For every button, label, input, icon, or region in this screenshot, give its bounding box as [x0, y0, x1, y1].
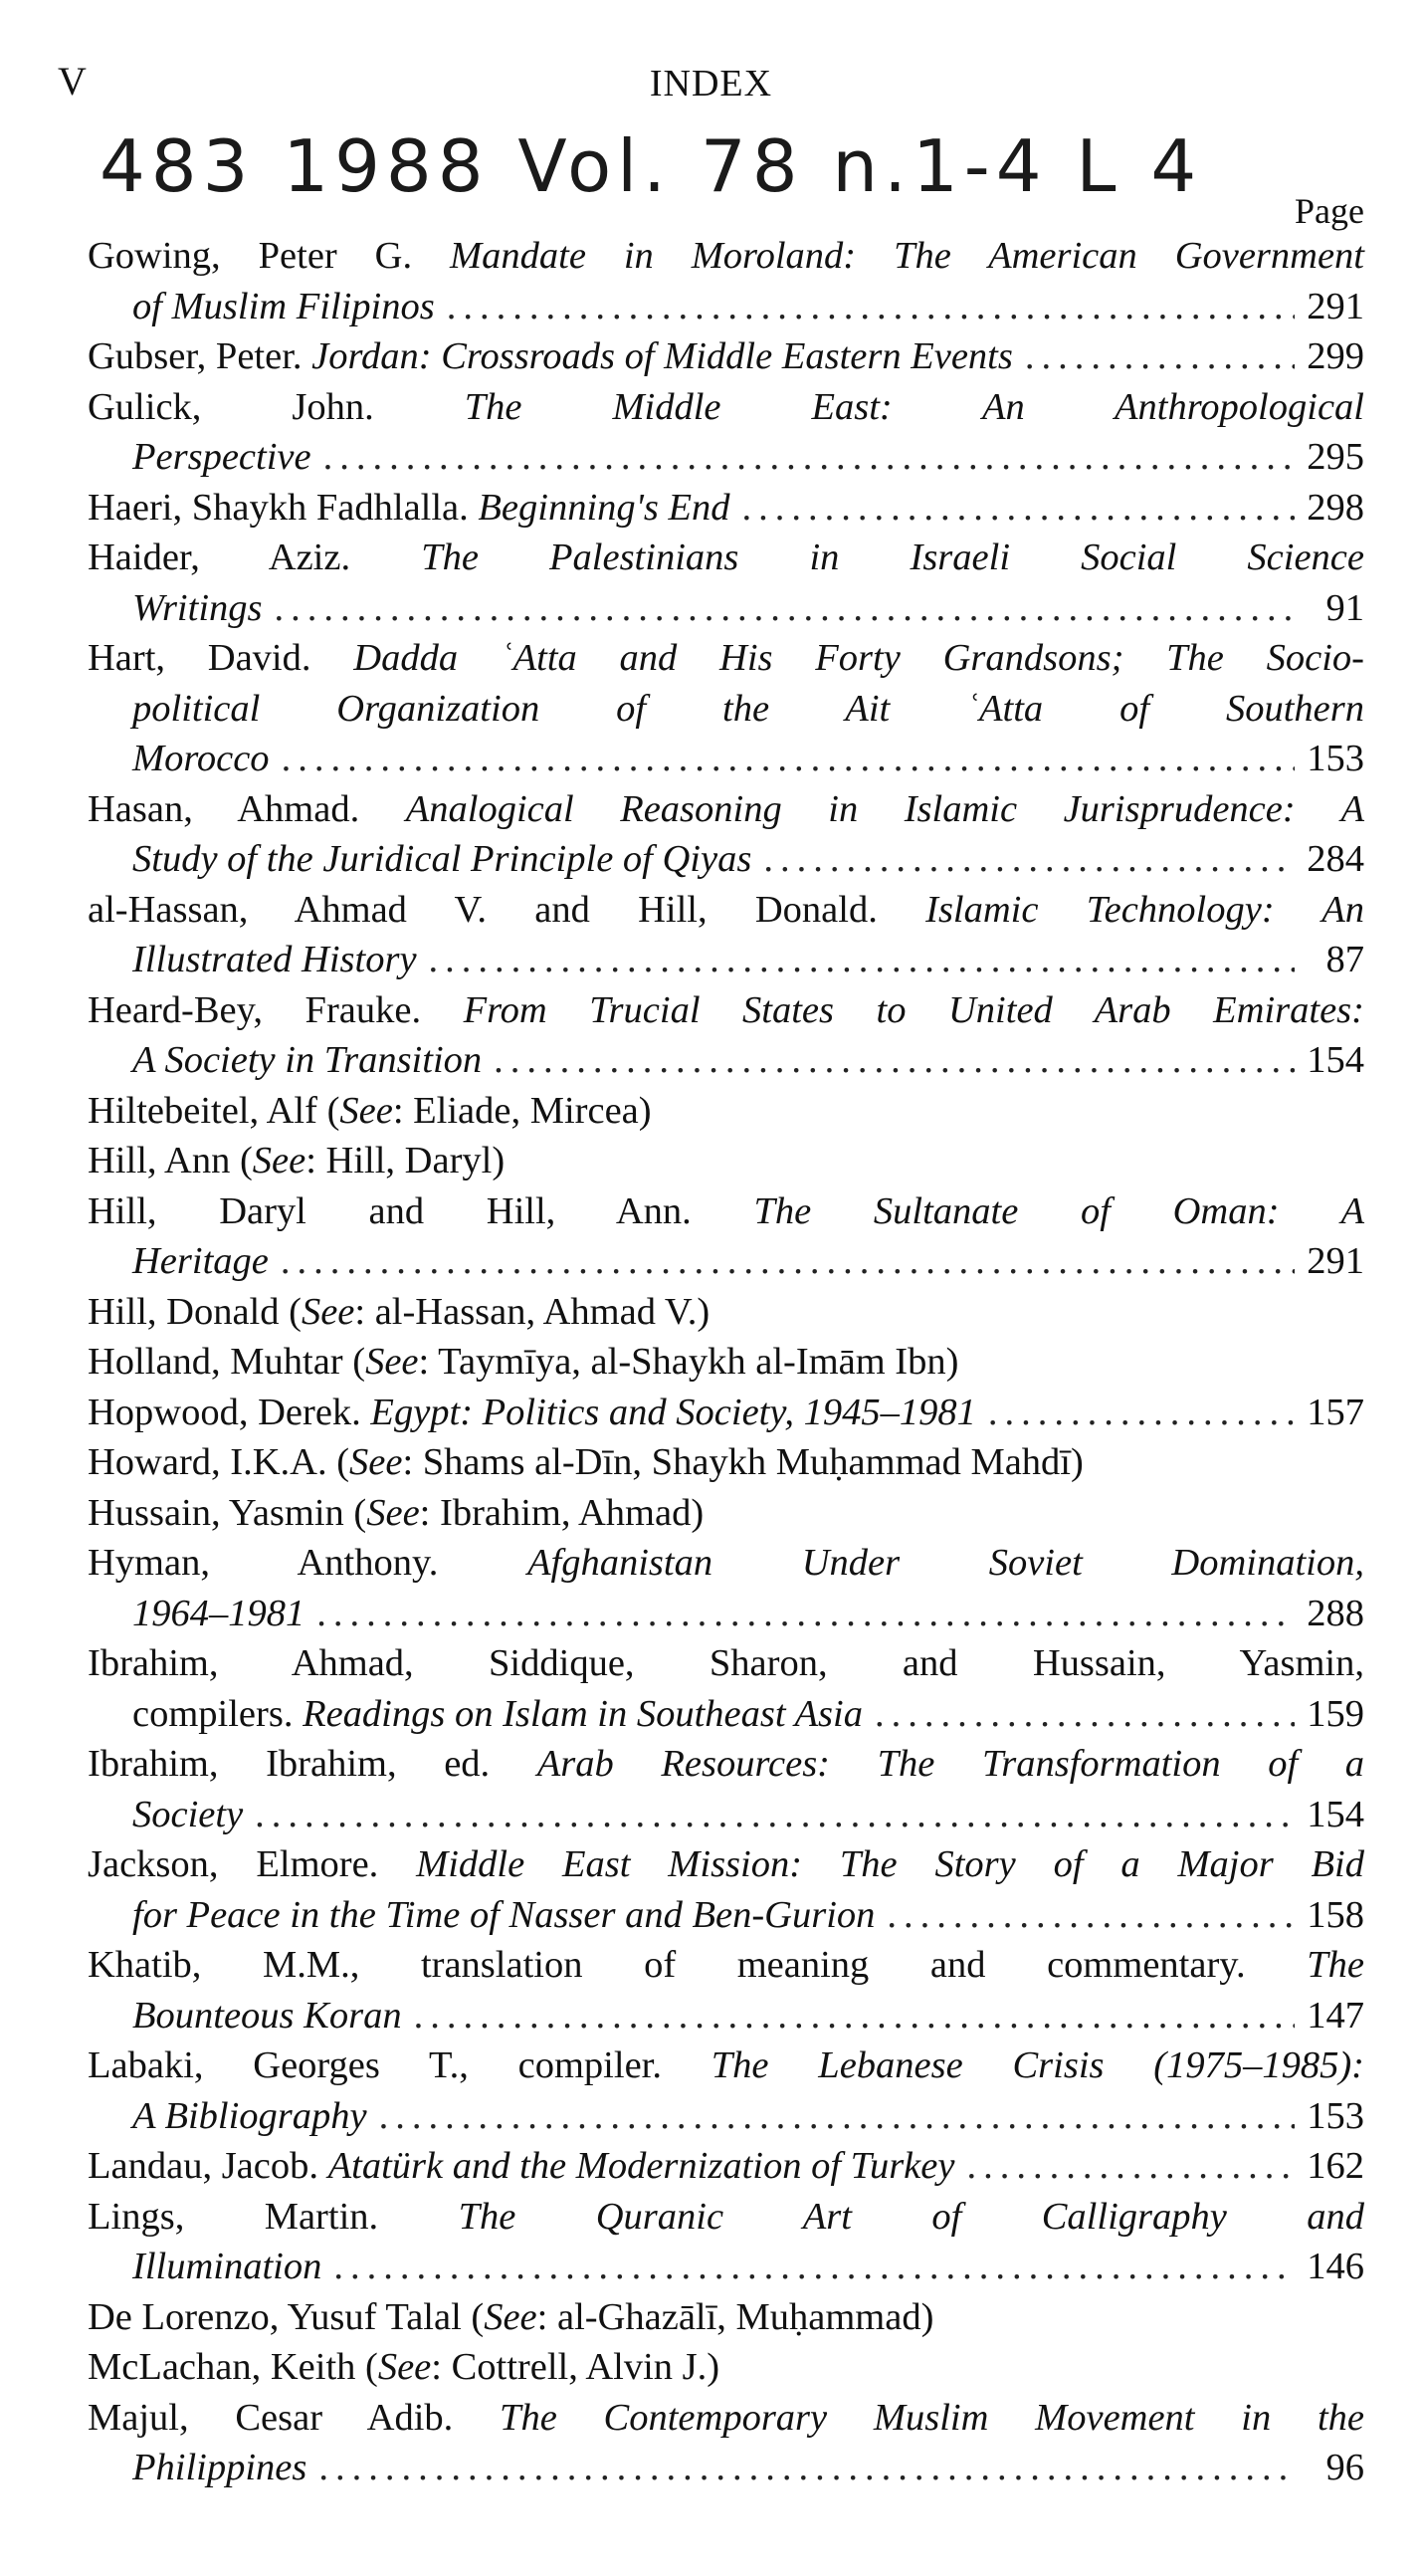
entry-text — [88, 1287, 710, 1338]
entry-text — [132, 2091, 367, 2142]
author-text: Gubser, Peter. — [88, 335, 312, 377]
page-number: 154 — [1307, 1039, 1364, 1081]
entry-line — [88, 1940, 1364, 1991]
entry-text — [88, 2292, 933, 2343]
title-text: See — [366, 1491, 420, 1534]
author-text: Howard, I.K.A. ( — [88, 1441, 350, 1483]
entry-text — [132, 684, 1364, 735]
author-text: Khatib, M.M., translation of meaning and commentary. — [88, 1944, 1308, 1986]
handwritten-note-text: 483 1988 Vol. 78 n.1-4 L 4 — [100, 124, 1203, 208]
author-text: compilers. — [132, 1692, 304, 1735]
entry-text — [88, 885, 1364, 936]
title-text: Heritage — [132, 1240, 269, 1282]
index-entry — [88, 382, 1364, 483]
index-entry-list — [88, 231, 1364, 2493]
author-text: : al-Ghazālī, Muḥammad) — [536, 2295, 934, 2338]
author-text: : Taymīya, al-Shaykh al-Imām Ibn) — [418, 1341, 959, 1383]
leader-dots — [255, 1790, 1295, 1840]
entry-text — [132, 1991, 402, 2041]
leader-dots — [494, 1035, 1295, 1086]
page-title: INDEX — [649, 63, 773, 105]
title-text: See — [339, 1089, 393, 1132]
entry-line — [88, 1186, 1364, 1237]
title-text: Beginning's End — [478, 486, 730, 529]
entry-line — [88, 1638, 1364, 1689]
entry-line — [88, 2292, 1364, 2343]
index-entry — [88, 2040, 1364, 2141]
author-text: Jackson, Elmore. — [88, 1843, 417, 1885]
title-text: 1964–1981 — [132, 1592, 305, 1634]
author-text: Hill, Donald ( — [88, 1290, 302, 1333]
title-text: A Society in Transition — [132, 1039, 483, 1081]
entry-continuation-line — [88, 1589, 1364, 1639]
leader-dots — [281, 1236, 1295, 1287]
entry-text — [132, 2443, 306, 2493]
index-entry — [88, 331, 1364, 382]
index-entry — [88, 1739, 1364, 1839]
entry-continuation-line — [88, 834, 1364, 885]
entry-continuation-line — [88, 583, 1364, 634]
entry-line — [88, 2393, 1364, 2444]
entry-text — [88, 1739, 1364, 1790]
entry-text — [132, 1790, 243, 1840]
author-text: McLachan, Keith ( — [88, 2346, 378, 2388]
entry-line — [88, 784, 1364, 835]
title-text: Perspective — [132, 436, 311, 478]
entry-text — [88, 633, 1364, 684]
page-number: 153 — [1307, 738, 1364, 779]
entry-text — [132, 583, 263, 634]
entry-text — [132, 432, 311, 483]
author-text: Holland, Muhtar ( — [88, 1341, 366, 1383]
title-text: Illustrated History — [132, 939, 417, 980]
entry-text — [88, 1437, 1084, 1488]
entry-continuation-line — [88, 1991, 1364, 2041]
title-text: Illumination — [132, 2246, 322, 2287]
entry-text — [132, 834, 751, 885]
author-text: Hussain, Yasmin ( — [88, 1491, 367, 1534]
title-text: See — [252, 1140, 306, 1181]
author-text: Labaki, Georges T., compiler. — [88, 2044, 711, 2086]
title-text: The Lebanese Crisis (1975–1985): — [711, 2044, 1364, 2086]
index-entry — [88, 784, 1364, 885]
page-number: 299 — [1307, 335, 1364, 377]
author-text: Hyman, Anthony. — [88, 1542, 527, 1584]
title-text: See — [301, 1290, 355, 1333]
leader-dots — [282, 734, 1295, 784]
leader-dots — [333, 2242, 1295, 2292]
volume-numeral: V — [58, 59, 87, 104]
author-text: De Lorenzo, Yusuf Talal ( — [88, 2295, 485, 2338]
leader-dots — [763, 834, 1295, 885]
leader-dots — [429, 935, 1295, 985]
entry-line — [88, 1337, 1364, 1388]
entry-line — [88, 633, 1364, 684]
title-text: for Peace in the Time of Nasser and Ben-Gurion — [132, 1893, 876, 1936]
entry-continuation-line — [88, 935, 1364, 985]
title-text: Dadda ʿAtta and His Forty Grandsons; The Socio- — [353, 637, 1365, 679]
entry-line — [88, 1739, 1364, 1790]
entry-text — [88, 1538, 1364, 1589]
page-number: 288 — [1307, 1592, 1364, 1634]
entry-text — [88, 985, 1364, 1036]
title-text: Analogical Reasoning in Islamic Jurisprudence: A — [405, 787, 1365, 830]
author-text: Gulick, John. — [88, 385, 465, 428]
author-text: Hiltebeitel, Alf ( — [88, 1089, 340, 1132]
title-text: See — [484, 2295, 537, 2338]
title-text: of Muslim Filipinos — [132, 285, 435, 327]
author-text: : Cottrell, Alvin J.) — [431, 2346, 720, 2388]
title-text: The Palestinians in Israeli Social Science — [421, 537, 1364, 578]
page-number: 159 — [1307, 1692, 1364, 1735]
entry-text — [88, 1940, 1364, 1991]
entry-line — [88, 1488, 1364, 1539]
title-text: Morocco — [132, 738, 270, 779]
title-text: Writings — [132, 586, 263, 629]
title-text: Afghanistan Under Soviet Domination, — [526, 1542, 1364, 1584]
author-text: Landau, Jacob. — [88, 2145, 328, 2187]
index-entry — [88, 2393, 1364, 2493]
entry-continuation-line — [88, 1890, 1364, 1941]
entry-continuation-line — [88, 1689, 1364, 1740]
page-number: 298 — [1307, 486, 1364, 529]
page-number: 153 — [1307, 2094, 1364, 2137]
title-text: See — [349, 1441, 403, 1483]
entry-text — [88, 331, 1013, 382]
title-text: Egypt: Politics and Society, 1945–1981 — [370, 1391, 976, 1433]
author-text: : Shams al-Dīn, Shaykh Muḥammad Mahdī) — [402, 1441, 1084, 1483]
author-text: Haider, Aziz. — [88, 537, 422, 578]
entry-text — [88, 1186, 1364, 1237]
title-text: Philippines — [132, 2447, 307, 2488]
author-text: : al-Hassan, Ahmad V.) — [354, 1290, 711, 1333]
page-number: 91 — [1325, 586, 1364, 629]
index-entry — [88, 885, 1364, 985]
leader-dots — [447, 282, 1295, 332]
entry-line — [88, 2040, 1364, 2091]
title-text: Readings on Islam in Southeast Asia — [303, 1692, 863, 1735]
index-entry — [88, 533, 1364, 633]
title-text: Jordan: Crossroads of Middle Eastern Events — [311, 335, 1013, 377]
leader-dots — [887, 1890, 1295, 1941]
index-entry — [88, 483, 1364, 534]
leader-dots — [414, 1991, 1295, 2041]
entry-line — [88, 483, 1364, 534]
author-text: Hart, David. — [88, 637, 354, 679]
entry-text — [132, 1236, 269, 1287]
leader-dots — [316, 1589, 1295, 1639]
handwritten-note — [100, 121, 1224, 221]
entry-continuation-line — [88, 1035, 1364, 1086]
entry-text — [88, 2342, 719, 2393]
entry-text — [132, 2242, 321, 2292]
index-entry — [88, 1940, 1364, 2040]
page-number: 291 — [1307, 1240, 1364, 1282]
page-number: 96 — [1325, 2447, 1364, 2488]
leader-dots — [988, 1388, 1295, 1438]
entry-continuation-line — [88, 2242, 1364, 2292]
index-entry — [88, 1437, 1364, 1488]
index-entry — [88, 2292, 1364, 2343]
title-text: The Sultanate of Oman: A — [753, 1189, 1365, 1232]
entry-line — [88, 231, 1364, 282]
page-number: 295 — [1307, 436, 1364, 478]
entry-text — [88, 1337, 958, 1388]
index-entry — [88, 2141, 1364, 2192]
entry-text — [132, 1890, 875, 1941]
entry-line — [88, 1388, 1364, 1438]
entry-line — [88, 985, 1364, 1036]
index-entry — [88, 1136, 1364, 1186]
entry-continuation-line — [88, 2091, 1364, 2142]
entry-text — [88, 2040, 1364, 2091]
page-number: 158 — [1307, 1893, 1364, 1936]
entry-text — [88, 1839, 1364, 1890]
index-entry — [88, 2342, 1364, 2393]
page-column-label: Page — [1295, 191, 1364, 231]
author-text: : Hill, Daryl) — [305, 1140, 506, 1181]
index-entry — [88, 1186, 1364, 1287]
entry-text — [132, 1689, 863, 1740]
author-text: : Eliade, Mircea) — [392, 1089, 652, 1132]
entry-line — [88, 2342, 1364, 2393]
author-text: Hasan, Ahmad. — [88, 787, 406, 830]
author-text: Lings, Martin. — [88, 2195, 459, 2238]
leader-dots — [323, 432, 1295, 483]
title-text: Study of the Juridical Principle of Qiyas — [132, 838, 752, 880]
title-text: The Contemporary Muslim Movement in the — [500, 2396, 1365, 2439]
title-text: See — [377, 2346, 432, 2388]
title-text: From Trucial States to United Arab Emirates: — [463, 988, 1364, 1031]
page-number: 154 — [1307, 1793, 1364, 1835]
entry-line — [88, 533, 1364, 583]
index-entry — [88, 2192, 1364, 2292]
title-text: Bounteous Koran — [132, 1994, 402, 2037]
entry-text — [88, 1086, 652, 1137]
title-text: Society — [132, 1793, 244, 1835]
author-text: Majul, Cesar Adib. — [88, 2396, 501, 2439]
entry-text — [88, 784, 1364, 835]
entry-line — [88, 1287, 1364, 1338]
entry-continuation-line — [88, 432, 1364, 483]
title-text: political Organization of the Ait ʿAtta of Southern — [132, 687, 1364, 730]
entry-line — [88, 2141, 1364, 2192]
author-text: Hill, Daryl and Hill, Ann. — [88, 1189, 754, 1232]
author-text: Haeri, Shaykh Fadhlalla. — [88, 486, 479, 529]
author-text: Hopwood, Derek. — [88, 1391, 371, 1433]
page-number: 87 — [1325, 939, 1364, 980]
title-text: The — [1307, 1944, 1364, 1986]
entry-line — [88, 1136, 1364, 1186]
page-number: 291 — [1307, 285, 1364, 327]
index-entry — [88, 1839, 1364, 1940]
entry-line — [88, 1839, 1364, 1890]
entry-line — [88, 1086, 1364, 1137]
entry-text — [88, 382, 1364, 433]
title-text: Islamic Technology: An — [925, 888, 1364, 931]
index-entry — [88, 633, 1364, 784]
entry-text — [88, 483, 730, 534]
page-number: 284 — [1307, 838, 1364, 880]
entry-text — [132, 282, 435, 332]
entry-text — [132, 734, 270, 784]
entry-text — [132, 935, 417, 985]
page-number: 146 — [1307, 2246, 1364, 2287]
index-entry — [88, 1086, 1364, 1137]
index-entry — [88, 231, 1364, 331]
entry-continuation-line — [88, 2443, 1364, 2493]
index-entry — [88, 1538, 1364, 1638]
title-text: Arab Resources: The Transformation of a — [536, 1743, 1364, 1785]
page-number: 162 — [1307, 2145, 1364, 2187]
entry-line — [88, 331, 1364, 382]
leader-dots — [742, 483, 1296, 534]
index-entry — [88, 1337, 1364, 1388]
entry-text — [132, 1589, 305, 1639]
entry-continuation-line — [88, 734, 1364, 784]
title-text: See — [365, 1341, 419, 1383]
entry-line — [88, 382, 1364, 433]
index-entry — [88, 1488, 1364, 1539]
leader-dots — [318, 2443, 1295, 2493]
leader-dots — [1025, 331, 1295, 382]
page-number: 147 — [1307, 1994, 1364, 2037]
index-entry — [88, 1287, 1364, 1338]
title-text: The Middle East: An Anthropological — [464, 385, 1364, 428]
index-entry — [88, 1638, 1364, 1739]
author-text: Gowing, Peter G. — [88, 235, 451, 277]
author-text: Ibrahim, Ibrahim, ed. — [88, 1743, 537, 1785]
entry-line — [88, 885, 1364, 936]
entry-text — [88, 2141, 954, 2192]
title-text: The Quranic Art of Calligraphy and — [458, 2195, 1364, 2238]
author-text: : Ibrahim, Ahmad) — [419, 1491, 705, 1534]
entry-text — [88, 1488, 704, 1539]
entry-text — [132, 1035, 482, 1086]
leader-dots — [966, 2141, 1295, 2192]
entry-line — [88, 1437, 1364, 1488]
index-entry — [88, 1388, 1364, 1438]
author-text: al-Hassan, Ahmad V. and Hill, Donald. — [88, 888, 926, 931]
title-text: Mandate in Moroland: The American Government — [450, 235, 1364, 277]
entry-line — [88, 2192, 1364, 2243]
entry-text — [88, 2192, 1364, 2243]
entry-text — [88, 533, 1364, 583]
entry-text — [88, 2393, 1364, 2444]
title-text: Middle East Mission: The Story of a Major Bid — [416, 1843, 1364, 1885]
author-text: Hill, Ann ( — [88, 1140, 253, 1181]
leader-dots — [379, 2091, 1295, 2142]
entry-text — [88, 1638, 1364, 1689]
author-text: Ibrahim, Ahmad, Siddique, Sharon, and Hussain, Yasmin, — [88, 1642, 1364, 1684]
entry-text — [88, 1136, 505, 1186]
index-entry — [88, 985, 1364, 1086]
page-number: 157 — [1307, 1391, 1364, 1433]
entry-continuation-line — [88, 282, 1364, 332]
entry-continuation-line — [88, 1790, 1364, 1840]
entry-text — [88, 231, 1364, 282]
entry-line — [88, 1538, 1364, 1589]
entry-text — [88, 1388, 976, 1438]
title-text: Atatürk and the Modernization of Turkey — [327, 2145, 955, 2187]
leader-dots — [875, 1689, 1295, 1740]
leader-dots — [275, 583, 1295, 634]
author-text: Heard-Bey, Frauke. — [88, 988, 464, 1031]
entry-continuation-line — [88, 684, 1364, 735]
title-text: A Bibliography — [132, 2094, 367, 2137]
entry-continuation-line — [88, 1236, 1364, 1287]
